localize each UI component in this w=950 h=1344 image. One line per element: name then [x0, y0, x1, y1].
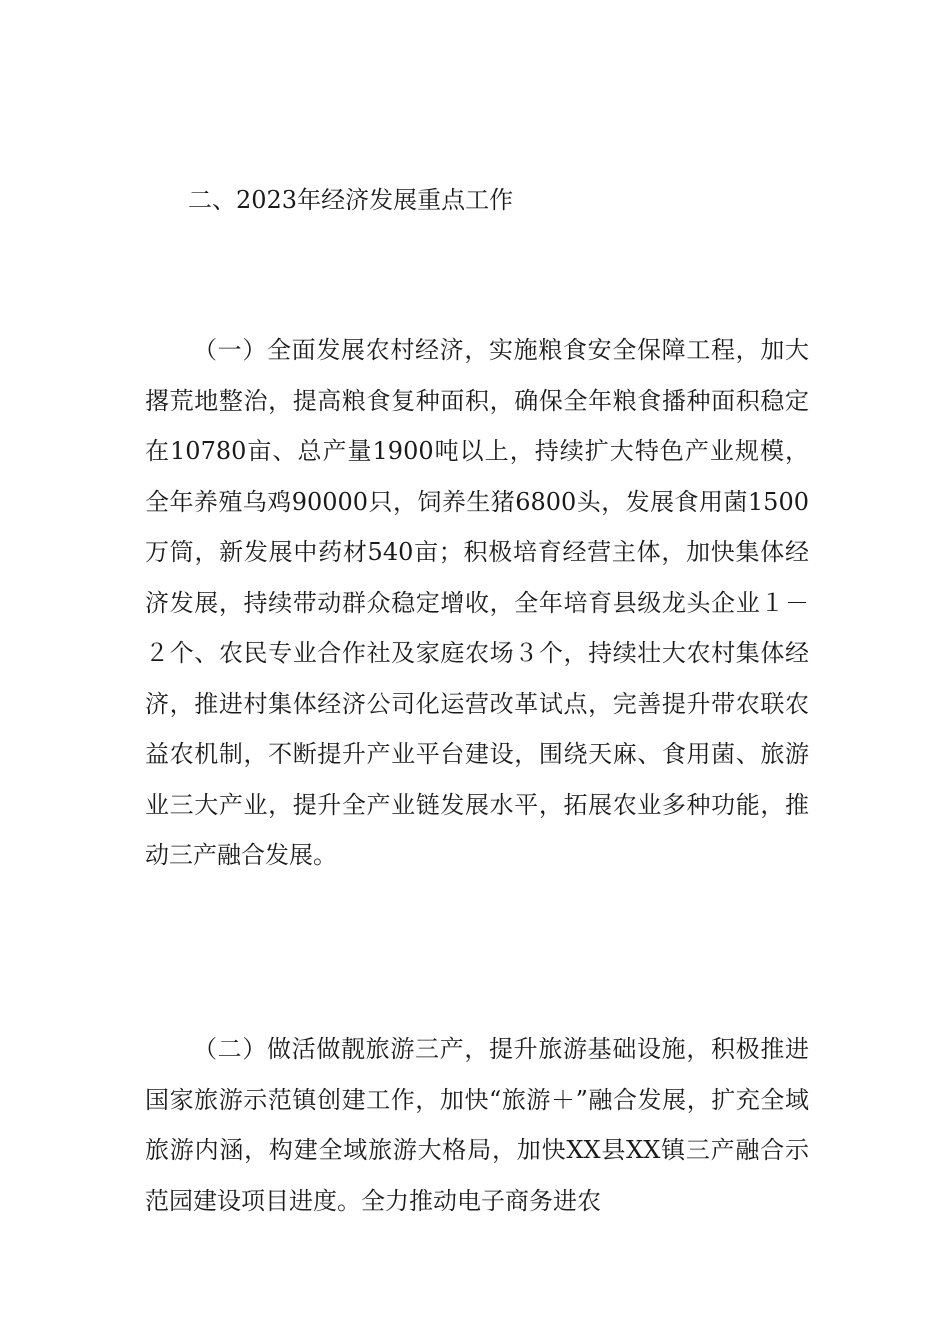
section-heading: 二、2023年经济发展重点工作: [188, 186, 514, 214]
paragraph-rural-economy: （一）全面发展农村经济，实施粮食安全保障工程，加大撂荒地整治，提高粮食复种面积，确保全年粮食播种面积稳定在10780亩、总产量1900吨以上，持续扩大特色产业规模，全年养殖乌鸡90000只，饲养生猪6800头，发展食用菌1500万筒，新发展中药材540亩；积极培育经营主体，加快集体经济发展，持续带动群众稳定增收，全年培育县级龙头企业１－２个、农民专业合作社及家庭农场３个，持续壮大农村集体经济，推进村集体经济公司化运营改革试点，完善提升带农联农益农机制，不断提升产业平台建设，围绕天麻、食用菌、旅游业三大产业，提升全产业链发展水平，拓展农业多种功能，推动三产融合发展。: [145, 336, 809, 869]
paragraph-tourism: （二）做活做靓旅游三产，提升旅游基础设施，积极推进国家旅游示范镇创建工作，加快“旅游＋”融合发展，扩充全域旅游内涵，构建全域旅游大格局，加快XX县XX镇三产融合示范园建设项目进度。全力推动电子商务进农: [145, 1035, 809, 1215]
